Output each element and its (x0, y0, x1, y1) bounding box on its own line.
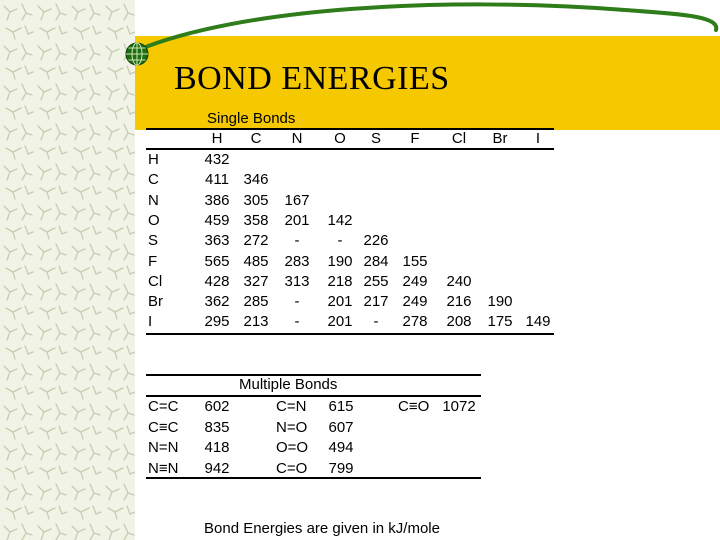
green-swoosh-decoration (120, 0, 720, 60)
bond-energy-cell: 190 (487, 293, 513, 311)
bond-energy-cell: 386 (204, 191, 230, 209)
bond-energy-cell: 485 (243, 252, 269, 270)
bond-energy-cell: 363 (204, 232, 230, 250)
single-bonds-bottom-rule (146, 333, 554, 335)
bond-energy-cell: - (294, 293, 300, 311)
page-title: BOND ENERGIES (174, 60, 450, 97)
bond-energy-cell: - (337, 232, 343, 250)
bond-energy-cell: - (373, 313, 379, 331)
multiple-bond-energy: 602 (204, 398, 230, 415)
multiple-bond-energy: 615 (328, 398, 354, 415)
multiple-bond-label: C≡O (398, 398, 430, 415)
multiple-bond-energy: 835 (204, 418, 230, 436)
bond-energy-cell: 201 (327, 293, 353, 311)
bond-energy-cell: 216 (446, 293, 472, 311)
bond-energy-cell: 565 (204, 252, 230, 270)
column-header-s: S (370, 130, 381, 147)
bond-energy-cell: 155 (402, 252, 428, 270)
column-header-br: Br (492, 130, 508, 147)
row-label-c: C (148, 171, 159, 189)
bond-energy-cell: 283 (284, 252, 310, 270)
bond-energy-cell: 362 (204, 293, 230, 311)
bond-energy-cell: 346 (243, 171, 269, 189)
bond-energy-cell: 218 (327, 272, 353, 290)
multiple-bond-energy: 418 (204, 439, 230, 456)
column-header-n: N (291, 130, 303, 147)
bond-energy-cell: 272 (243, 232, 269, 250)
row-label-i: I (148, 313, 153, 331)
multiple-bond-label: C=C (148, 398, 179, 415)
multiple-bonds-bottom-rule (146, 477, 481, 479)
bond-energy-cell: - (294, 313, 300, 331)
column-header-o: O (334, 130, 346, 147)
bond-energy-cell: 226 (363, 232, 389, 250)
row-label-o: O (148, 211, 160, 229)
bond-energy-cell: 428 (204, 272, 230, 290)
decorative-pattern-strip (0, 0, 135, 540)
multiple-bond-label: C≡C (148, 418, 179, 436)
bond-energy-cell: 167 (284, 191, 310, 209)
bond-energy-cell: - (294, 232, 300, 250)
multiple-bond-energy: 494 (328, 439, 354, 456)
pattern-texture (0, 0, 135, 540)
bond-energy-cell: 213 (243, 313, 269, 331)
globe-icon (124, 41, 150, 67)
bond-energy-cell: 249 (402, 272, 428, 290)
bond-energy-cell: 278 (402, 313, 428, 331)
bond-energy-cell: 249 (402, 293, 428, 311)
bond-energy-cell: 201 (284, 211, 310, 229)
bond-energy-cell: 175 (487, 313, 513, 331)
column-header-i: I (535, 130, 541, 147)
bond-energy-cell: 217 (363, 293, 389, 311)
bond-energy-cell: 432 (204, 151, 230, 168)
units-footnote: Bond Energies are given in kJ/mole (204, 520, 440, 537)
bond-energy-cell: 411 (205, 171, 229, 189)
row-label-cl: Cl (148, 272, 163, 290)
bond-energy-cell: 284 (363, 252, 389, 270)
multiple-bond-label: N=N (148, 439, 179, 456)
bond-energy-cell: 285 (243, 293, 269, 311)
multiple-bond-energy: 942 (204, 459, 230, 477)
multiple-bond-energy: 1072 (442, 398, 476, 415)
bond-energy-cell: 201 (327, 313, 353, 331)
bond-energy-cell: 459 (204, 211, 230, 229)
bond-energy-cell: 190 (327, 252, 353, 270)
multiple-bonds-header-rule (146, 395, 481, 397)
bond-energy-cell: 313 (284, 272, 310, 290)
bond-energy-cell: 240 (446, 272, 472, 290)
row-label-br: Br (148, 293, 163, 311)
bond-energy-cell: 142 (327, 211, 353, 229)
multiple-bond-label: N=O (276, 418, 308, 436)
bond-energy-cell: 255 (363, 272, 389, 290)
multiple-bond-label: N≡N (148, 459, 179, 477)
multiple-bond-energy: 799 (328, 459, 354, 477)
bond-energy-cell: 305 (243, 191, 269, 209)
bond-energy-cell: 149 (525, 313, 551, 331)
row-label-f: F (148, 252, 158, 270)
single-bonds-header-rule (146, 148, 554, 150)
row-label-s: S (148, 232, 159, 250)
column-header-cl: Cl (451, 130, 467, 147)
multiple-bonds-label: Multiple Bonds (239, 376, 338, 393)
multiple-bond-label: O=O (276, 439, 309, 456)
multiple-bond-energy: 607 (328, 418, 354, 436)
multiple-bond-label: C=N (276, 398, 307, 415)
single-bonds-label: Single Bonds (207, 110, 296, 127)
bond-energy-cell: 327 (243, 272, 269, 290)
column-header-c: C (250, 130, 262, 147)
column-header-f: F (410, 130, 420, 147)
bond-energy-cell: 208 (446, 313, 472, 331)
bond-energy-cell: 358 (243, 211, 269, 229)
bond-energy-cell: 295 (204, 313, 230, 331)
row-label-h: H (148, 151, 159, 168)
multiple-bond-label: C=O (276, 459, 308, 477)
row-label-n: N (148, 191, 159, 209)
column-header-h: H (211, 130, 223, 147)
